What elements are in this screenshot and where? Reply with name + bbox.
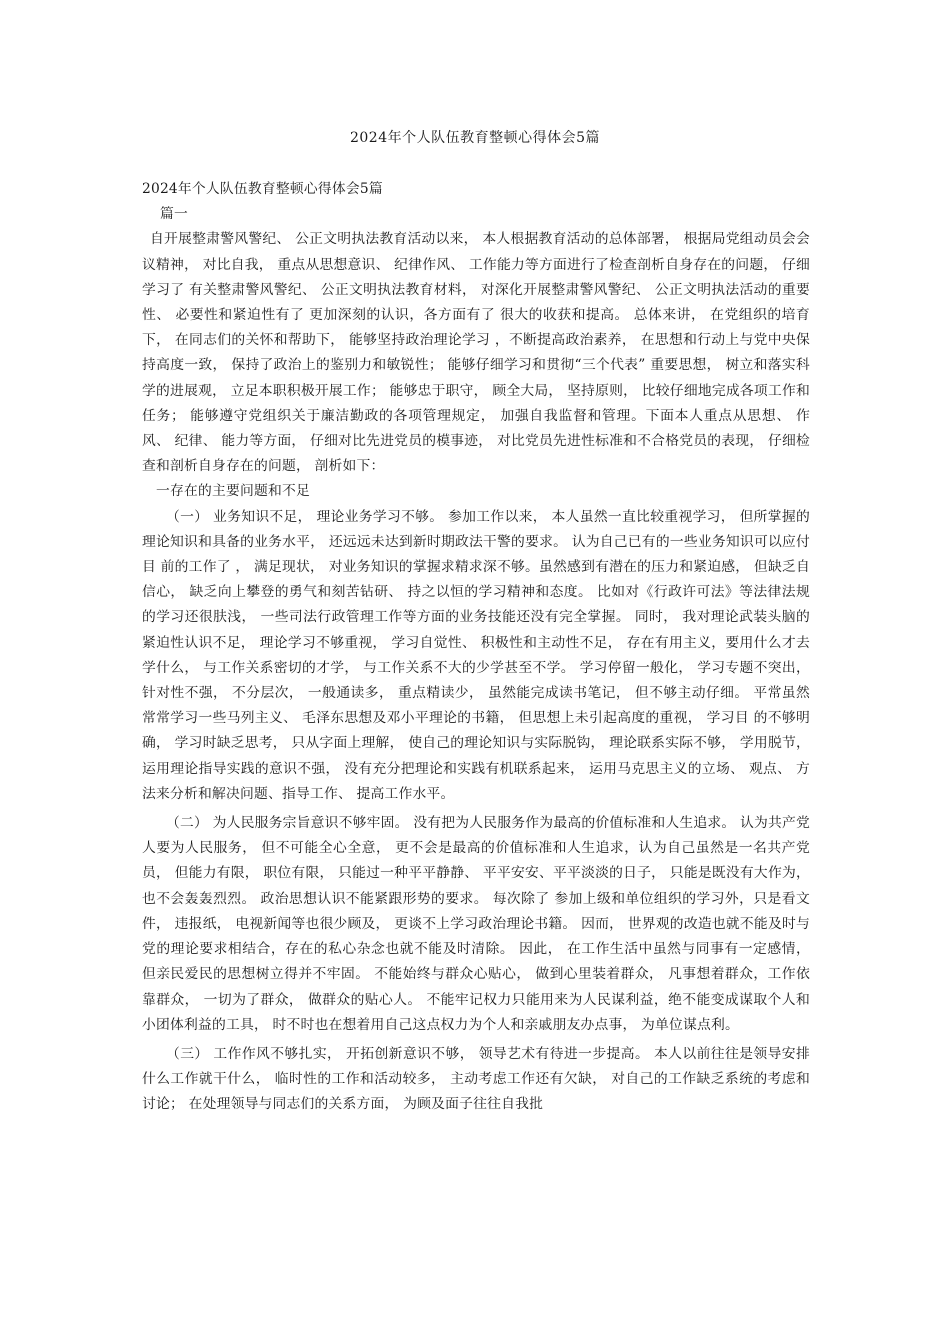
document-heading: 2024年个人队伍教育整顿心得体会5篇 — [142, 181, 383, 197]
paragraph-item-three: （三） 工作作风不够扎实， 开拓创新意识不够， 领导艺术有待进一步提高。 本人以前往往是领导安排什么工作就干什么， 临时性的工作和活动较多， 主动考虑工作还有欠缺， 对自己的工作缺乏系统的考虑和讨论； 在处理领导与同志们的关系方面， 为顾及面子往往自我批 — [142, 1045, 810, 1113]
paragraph-item-one: （一） 业务知识不足， 理论业务学习不够。 参加工作以来， 本人虽然一直比较重视学习， 但所掌握的理论知识和具备的业务水平， 还远远未达到新时期政法干警的要求。 认为自己已有的一些业务知识可以应付目 前的工作了 ， 满足现状， 对业务知识的掌握求精求深不够。虽然感到有潜在的压力和紧迫感， 但缺乏自信心， 缺乏向上攀登的勇气和刻苦钻研、 持之以恒的学习精神和态度。 比如对《行政许可法》等法律法规的学习还很肤浅， 一些司法行政管理工作等方面的业务技能还没有完全掌握。 同时， 我对理论武装头脑的紧迫性认识不足， 理论学习不够重视， 学习自觉性、 积极性和主动性不足， 存在有用主义，要用什么才去学什么， 与工作关系密切的才学， 与工作关系不大的少学甚至不学。 学习停留一般化， 学习专题不突出， 针对性不强， 不分层次， 一般通读多， 重点精读少， 虽然能完成读书笔记， 但不够主动仔细。 平常虽然常常学习一些马列主义、 毛泽东思想及邓小平理论的书籍， 但思想上未引起高度的重视， 学习目 的不够明确， 学习时缺乏思考， 只从字面上理解， 使自己的理论知识与实际脱钩， 理论联系实际不够， 学用脱节， 运用理论指导实践的意识不强， 没有充分把理论和实践有机联系起来， 运用马克思主义的立场、 观点、 方法来分析和解决问题、指导工作、 提高工作水平。 — [142, 508, 810, 802]
paragraph-item-two: （二） 为人民服务宗旨意识不够牢固。 没有把为人民服务作为最高的价值标准和人生追求。 认为共产党人要为人民服务， 但不可能全心全意， 更不会是最高的价值标准和人生追求，认为自己虽然是一名共产党员， 但能力有限， 职位有限， 只能过一种平平静静、 平平安安、平平淡淡的日子， 只能是既没有大作为， 也不会轰轰烈烈。 政治思想认识不能紧跟形势的要求。 每次除了 参加上级和单位组织的学习外，只是看文件， 违报纸， 电视新闻等也很少顾及， 更谈不上学习政治理论书籍。 因而， 世界观的改造也就不能及时与党的理论要求相结合，存在的私心杂念也就不能及时清除。 因此， 在工作生活中虽然与同事有一定感情， 但亲民爱民的思想树立得并不牢固。 不能始终与群众心贴心， 做到心里装着群众， 凡事想着群众，工作依靠群众， 一切为了群众， 做群众的贴心人。 不能牢记权力只能用来为人民谋利益，绝不能变成谋取个人和小团体利益的工具， 时不时也在想着用自己这点权力为个人和亲戚朋友办点事， 为单位谋点利。 — [142, 815, 810, 1033]
page-title: 2024年个人队伍教育整顿心得体会5篇 — [349, 130, 601, 146]
part-label: 篇一 — [160, 206, 188, 223]
document-body — [142, 177, 810, 1118]
paragraph-intro: 自开展整肃警风警纪、 公正文明执法教育活动以来， 本人根据教育活动的总体部署， 根据局党组动员会会议精神， 对比自我， 重点从思想意识、 纪律作风、 工作能力等方面进行了检查剖析自身存在的问题， 仔细学习了 有关整肃警风警纪、 公正文明执法教育材料， 对深化开展整肃警风警纪、 公正文明执法活动的重要性、 必要性和紧迫性有了 更加深刻的认识，各方面有了 很大的收获和提高。 总体来讲， 在党组织的培育下， 在同志们的关怀和帮助下， 能够坚持政治理论学习 ，不断提高政治素养， 在思想和行动上与党中央保持高度一致， 保持了政治上的鉴别力和敏锐性； 能够仔细学习和贯彻“三个代表” 重要思想， 树立和落实科学的进展观， 立足本职积极开展工作； 能够忠于职守， 顾全大局， 坚持原则， 比较仔细地完成各项工作和任务； 能够遵守党组织关于廉洁勤政的各项管理规定， 加强自我监督和管理。下面本人重点从思想、 作风、 纪律、 能力等方面， 仔细对比先进党员的模事迹， 对比党员先进性标准和不合格党员的表现， 仔细检查和剖析自身存在的问题， 剖析如下： — [142, 231, 810, 475]
section-heading: 一存在的主要问题和不足 — [156, 483, 310, 500]
